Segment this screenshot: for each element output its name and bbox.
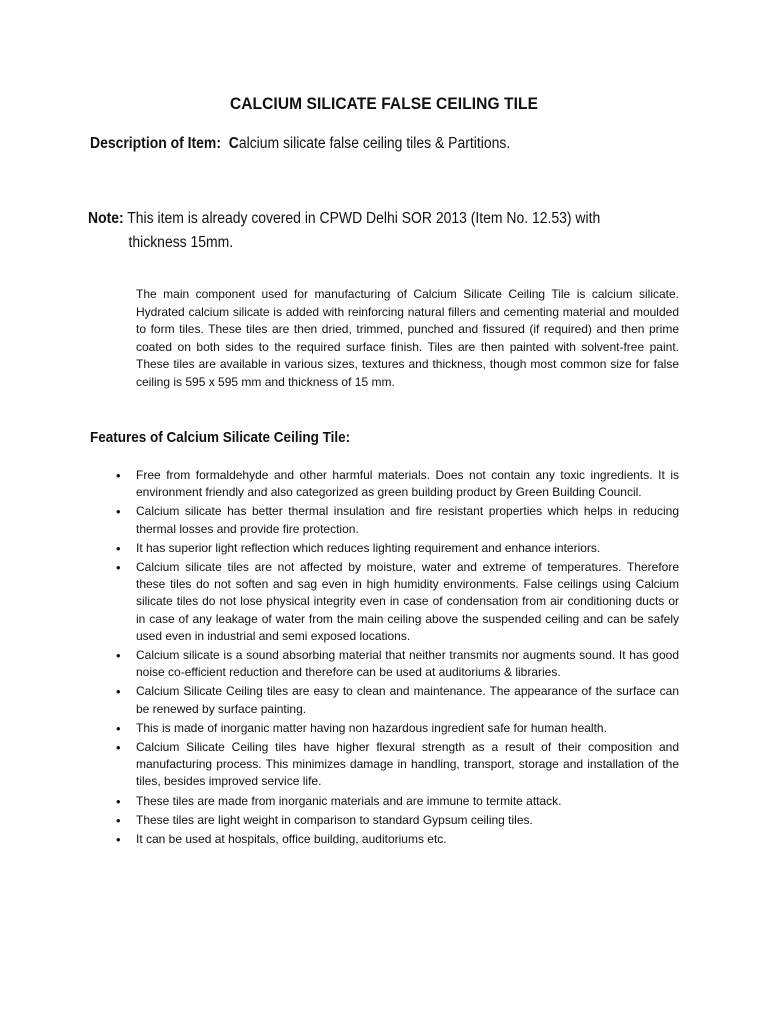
feature-item [116,739,679,791]
feature-text: Calcium Silicate Ceiling tiles have higher flexural strength as a result of their composition and manufacturing process. This minimizes damage in handling, transport, storage and installation of the tiles, besides improved service life. [136,740,679,789]
note-block [88,207,600,255]
feature-item [116,831,679,848]
feature-text: Calcium Silicate Ceiling tiles are easy to clean and maintenance. The appearance of the surface can be renewed by surface painting. [136,684,679,716]
feature-item [116,503,679,537]
feature-item [116,683,679,717]
feature-item [116,720,679,737]
bullet-icon: • [116,740,121,756]
features-list [0,467,679,850]
bullet-icon: • [116,793,121,809]
feature-text: Free from formaldehyde and other harmful materials. Does not contain any toxic ingredients. It is environment friendly and also categorized as green building product by Green Building Council. [136,468,679,500]
bullet-icon: • [116,648,121,664]
feature-text: These tiles are light weight in comparison to standard Gypsum ceiling tiles. [136,812,533,827]
description-first-letter: C [228,135,239,152]
note-line-1: This item is already covered in CPWD Delhi SOR 2013 (Item No. 12.53) with [127,210,601,227]
note-label: Note: [88,210,124,227]
bullet-icon: • [116,720,121,736]
bullet-icon: • [116,540,121,556]
feature-item [116,467,679,501]
bullet-icon: • [116,832,121,848]
feature-item [116,812,679,829]
document-title: CALCIUM SILICATE FALSE CEILING TILE [229,95,539,113]
feature-text: This is made of inorganic matter having non hazardous ingredient safe for human health. [136,720,607,735]
description-label: Description of Item: [90,135,221,152]
feature-text: Calcium silicate is a sound absorbing material that neither transmits nor augments sound. It has good noise co-efficient reduction and therefore can be used at auditoriums & libraries. [136,648,679,680]
bullet-icon: • [116,468,121,483]
feature-text: It has superior light reflection which reduces lighting requirement and enhance interiors. [136,540,601,555]
description-text: alcium silicate false ceiling tiles & Partitions. [238,135,511,152]
feature-text: It can be used at hospitals, office building, auditoriums etc. [136,832,447,847]
feature-item [116,793,679,810]
feature-text: Calcium silicate has better thermal insulation and fire resistant properties which helps in reducing thermal losses and provide fire protection. [136,504,679,536]
intro-paragraph: The main component used for manufacturing of Calcium Silicate Ceiling Tile is calcium silicate. Hydrated calcium silicate is added with reinforcing natural fillers and cementing material and moulded to form tiles. These tiles are then dried, trimmed, punched and fissured (if required) and then prime coated on both sides to the required surface finish. Tiles are then painted with solvent-free paint. These tiles are available in various sizes, textures and thickness, though most common size for false ceiling is 595 x 595 mm and thickness of 15 mm. [136,287,679,389]
feature-item [116,559,679,645]
feature-item [116,647,679,681]
feature-text: Calcium silicate tiles are not affected by moisture, water and extreme of temperatures. Therefore these tiles do not soften and sag even in high humidity environments. False ceilings using Calcium silicate tiles do not lose physical integrity even in case of condensation from air conditioning ducts or in case of any leakage of water from the main ceiling above the suspended ceiling and can be safely used even in industrial and semi exposed locations. [136,560,679,643]
bullet-icon: • [116,504,121,520]
feature-item [116,540,679,557]
note-line-2: thickness 15mm. [128,234,234,251]
bullet-icon: • [116,560,121,576]
bullet-icon: • [116,684,121,700]
description-line [90,135,510,153]
features-heading: Features of Calcium Silicate Ceiling Tile: [90,429,351,446]
bullet-icon: • [116,812,121,828]
feature-text: These tiles are made from inorganic materials and are immune to termite attack. [136,793,562,808]
